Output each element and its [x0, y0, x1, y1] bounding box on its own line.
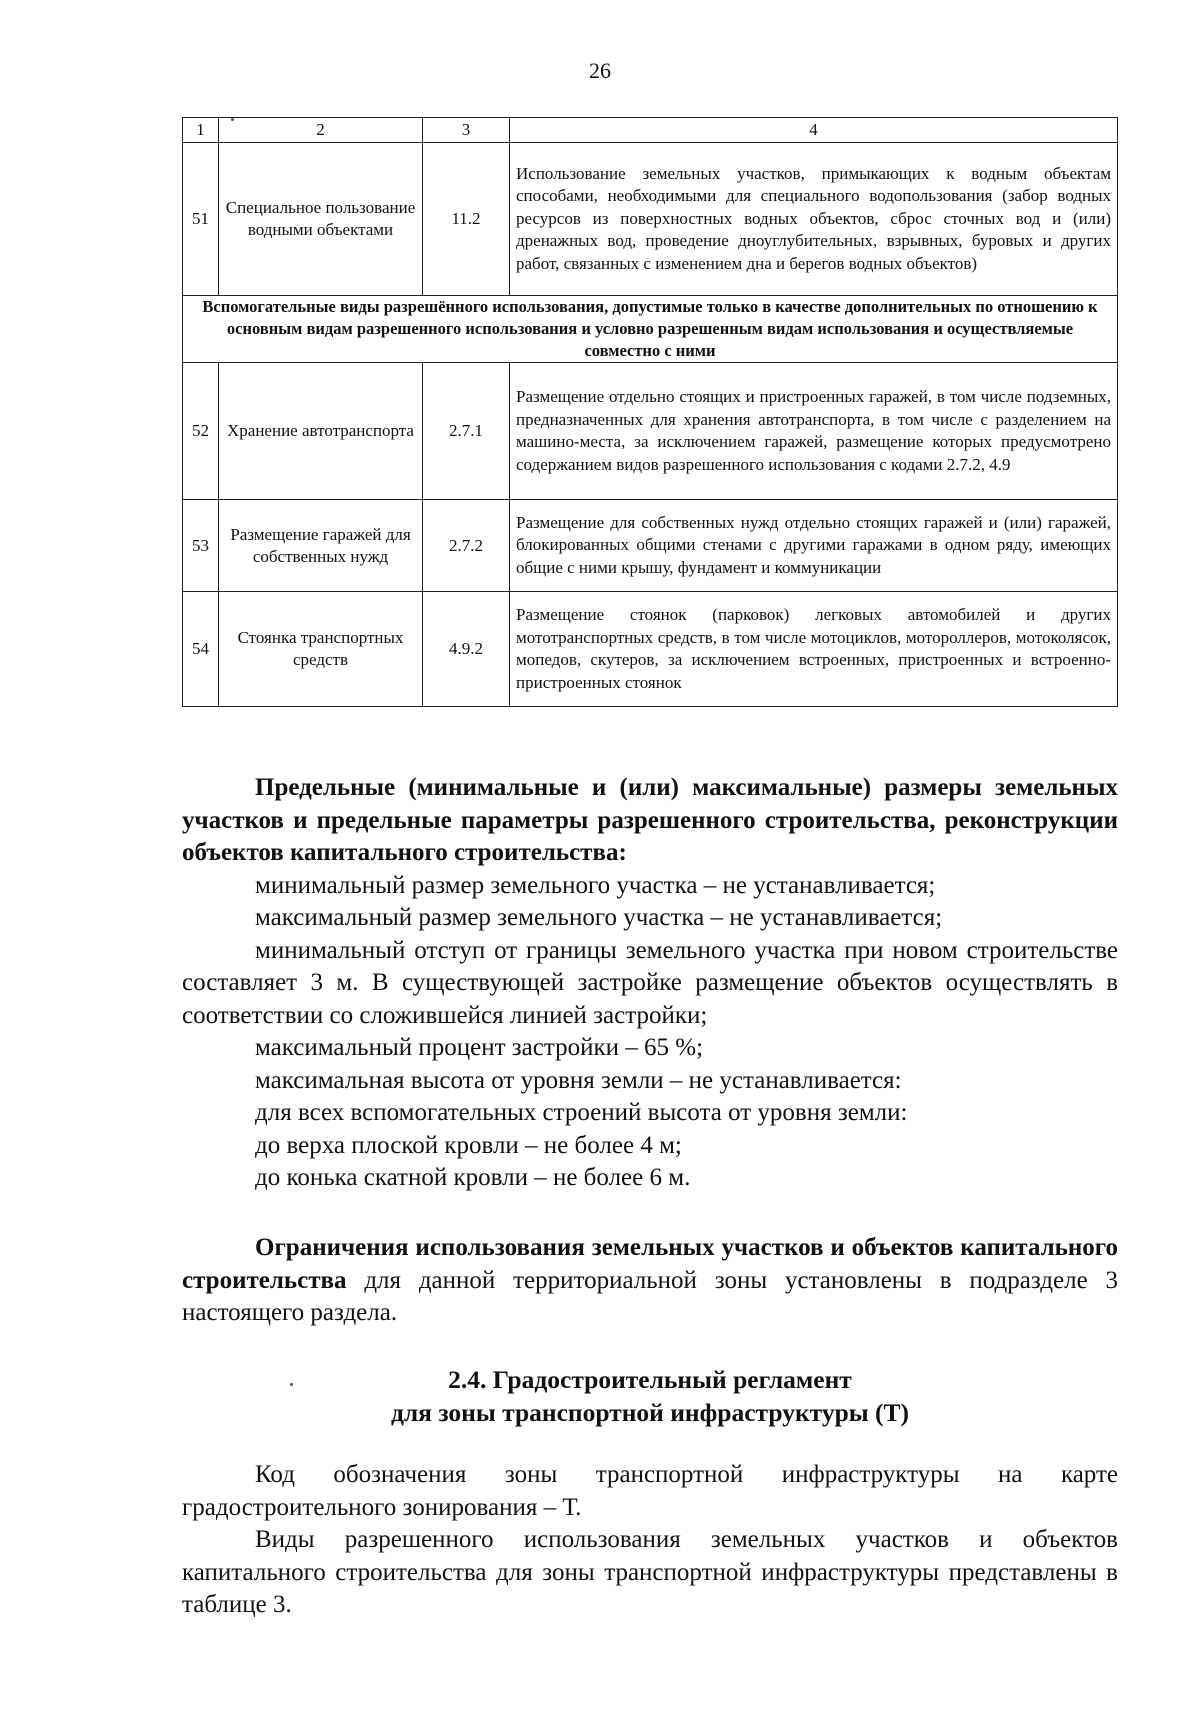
use-type-code: 4.9.2	[423, 592, 510, 707]
row-number: 51	[183, 143, 219, 296]
scan-speck	[290, 1383, 293, 1386]
use-type-name: Специальное пользование водными объектами	[219, 143, 423, 296]
use-type-description: Размещение отдельно стоящих и пристроенных гаражей, в том числе подземных, предназначенных для хранения автотранспорта, в том числе с разделением на машино-места, за исключением гаражей, размещение которых предусмотрено содержанием видов разрешенного использования с кодами 2.7.2, 4.9	[510, 363, 1118, 500]
table-row	[183, 592, 1118, 707]
use-type-code: 2.7.1	[423, 363, 510, 500]
header-col-4: 4	[510, 118, 1118, 143]
table-row	[183, 143, 1118, 296]
use-type-name: Размещение гаражей для собственных нужд	[219, 500, 423, 592]
limit-item: максимальный процент застройки – 65 %;	[255, 1034, 704, 1061]
limit-item: максимальная высота от уровня земли – не устанавливается:	[255, 1066, 902, 1094]
limit-item: минимальный размер земельного участка – не устанавливается;	[255, 871, 936, 899]
use-type-description: Использование земельных участков, примыкающих к водным объектам способами, необходимыми для специального водопользования (забор водных ресурсов из поверхностных водных объектов, сброс сточных вод и (или) дренажных вод, проведение дноуглубительных, взрывных, буровых и других работ, связанных с изменением дна и берегов водных объектов)	[510, 143, 1118, 296]
zone-code-paragraph: Код обозначения зоны транспортной инфраструктуры на карте градостроительного зонирования – Т.	[182, 1461, 1118, 1521]
restrictions-rest: для данной территориальной зоны установлены в подразделе 3 настоящего раздела.	[182, 1266, 1118, 1326]
section-title-line-1: 2.4. Градостроительный регламент	[448, 1365, 852, 1394]
table-row	[183, 363, 1118, 500]
section-title-row	[183, 296, 1118, 363]
aux-uses-section-title: Вспомогательные виды разрешённого использования, допустимые только в качестве дополнительных по отношению к основным видам разрешенного использования и условно разрешенным видам использования и осуществляемые совместно с ними	[183, 296, 1118, 363]
land-use-table	[182, 117, 1118, 707]
restrictions-bold: Ограничения использования земельных участков и объектов капитального строительства	[182, 1234, 1118, 1294]
table-header-row	[183, 118, 1118, 143]
row-number: 52	[183, 363, 219, 500]
row-number: 54	[183, 592, 219, 707]
use-type-code: 11.2	[423, 143, 510, 296]
use-type-name: Хранение автотранспорта	[219, 363, 423, 500]
scan-speck	[231, 118, 234, 121]
row-number: 53	[183, 500, 219, 592]
header-col-2: 2	[219, 118, 423, 143]
limit-item: до верха плоской кровли – не более 4 м;	[255, 1131, 682, 1159]
limit-item: для всех вспомогательных строений высота от уровня земли:	[255, 1099, 908, 1126]
table-row	[183, 500, 1118, 592]
limits-heading: Предельные (минимальные и (или) максимальные) размеры земельных участков и предельные параметры разрешенного строительства, реконструкции объектов капитального строительства:	[182, 774, 1118, 866]
limit-item: максимальный размер земельного участка – не устанавливается;	[255, 904, 943, 931]
restrictions-paragraph	[182, 1232, 1118, 1330]
section-2-4	[182, 1364, 1118, 1622]
page-number: 26	[589, 58, 611, 83]
allowed-uses-paragraph: Виды разрешенного использования земельных участков и объектов капитального строительства для зоны транспортной инфраструктуры представлены в таблице 3.	[182, 1526, 1118, 1618]
use-type-description: Размещение стоянок (парковок) легковых автомобилей и других мототранспортных средств, в том числе мотоциклов, мотороллеров, мотоколясок, мопедов, скутеров, за исключением встроенных, пристроенных и встроенно-пристроенных стоянок	[510, 592, 1118, 707]
limit-item: до конька скатной кровли – не более 6 м.	[255, 1164, 691, 1191]
header-col-3: 3	[423, 118, 510, 143]
use-type-name: Стоянка транспортных средств	[219, 592, 423, 707]
use-type-code: 2.7.2	[423, 500, 510, 592]
limits-section	[182, 772, 1118, 1195]
use-type-description: Размещение для собственных нужд отдельно стоящих гаражей и (или) гаражей, блокированных общими стенами с другими гаражами в одном ряду, имеющих общие с ними крышу, фундамент и коммуникации	[510, 500, 1118, 592]
section-title-line-2: для зоны транспортной инфраструктуры (Т)	[390, 1397, 910, 1427]
limit-item: минимальный отступ от границы земельного участка при новом строительстве составляет 3 м. В существующей застройке размещение объектов осуществлять в соответствии со сложившейся линией застройки;	[182, 936, 1118, 1029]
restrictions-section	[182, 1232, 1118, 1330]
header-col-1: 1	[183, 118, 219, 143]
